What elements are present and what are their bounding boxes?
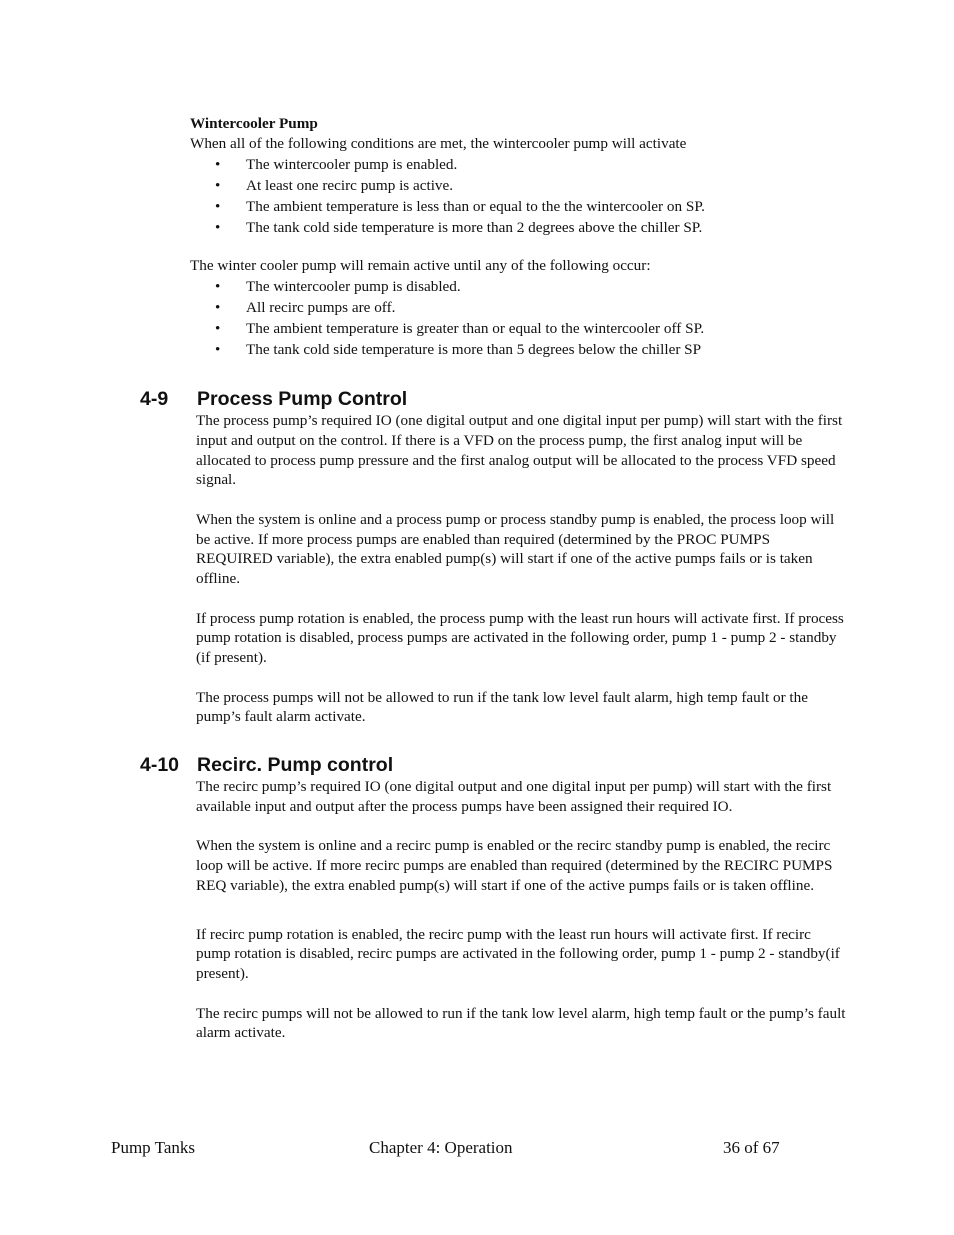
bullet-icon: • xyxy=(215,341,221,358)
list-item: • The wintercooler pump is enabled. xyxy=(215,156,458,173)
paragraph: When the system is online and a process pump or process standby pump is enabled, the process loop will be active. If more process pumps are enabled than required (determined by the PROC PUMPS REQUIRED variable), the extra enabled pump(s) will start if one of the active pumps fails or is taken offline. xyxy=(196,510,835,588)
section-heading xyxy=(140,387,850,411)
bullet-icon: • xyxy=(215,156,221,173)
footer-page-number: 36 of 67 xyxy=(723,1138,780,1157)
page-footer xyxy=(111,1136,811,1160)
footer-chapter: Chapter 4: Operation xyxy=(369,1138,513,1157)
paragraph: The recirc pump’s required IO (one digital output and one digital input per pump) will start with the first available input and output after the process pumps have been assigned their required IO. xyxy=(196,778,832,815)
section-body xyxy=(196,777,846,1043)
section-title: Process Pump Control xyxy=(197,388,408,410)
deactivate-conditions-list xyxy=(190,276,850,360)
paragraph: If recirc pump rotation is enabled, the recirc pump with the least run hours will activate first. If recirc pump rotation is disabled, recirc pumps are activated in the following order, pump 1 - pump 2 - standby(if present). xyxy=(196,925,840,983)
section-body xyxy=(196,411,846,727)
wintercooler-section xyxy=(190,114,850,360)
process-pump-section xyxy=(140,387,850,747)
list-item: • The ambient temperature is less than or equal to the the wintercooler on SP. xyxy=(215,198,705,215)
recirc-pump-section xyxy=(140,753,850,1063)
section-number: 4-9 xyxy=(140,388,169,410)
wintercooler-heading: Wintercooler Pump xyxy=(190,115,318,132)
list-item: • All recirc pumps are off. xyxy=(215,299,396,316)
list-item: • The wintercooler pump is disabled. xyxy=(215,278,461,295)
bullet-icon: • xyxy=(215,320,221,337)
bullet-icon: • xyxy=(215,219,221,236)
section-title: Recirc. Pump control xyxy=(197,754,394,776)
bullet-icon: • xyxy=(215,198,221,215)
bullet-icon: • xyxy=(215,299,221,316)
list-item: • The tank cold side temperature is more than 2 degrees above the chiller SP. xyxy=(215,219,703,236)
list-item: • The ambient temperature is greater than or equal to the wintercooler off SP. xyxy=(215,320,705,337)
list-item: • The tank cold side temperature is more than 5 degrees below the chiller SP xyxy=(215,341,702,358)
bullet-icon: • xyxy=(215,177,221,194)
paragraph: When the system is online and a recirc pump is enabled or the recirc standby pump is enabled, the recirc loop will be active. If more recirc pumps are enabled than required (determined by the RECIRC PUMPS REQ variable), the extra enabled pump(s) will start if one of the active pumps fails or is taken offline. xyxy=(196,837,833,894)
wintercooler-remain-intro: The winter cooler pump will remain active until any of the following occur: xyxy=(190,257,651,274)
section-number: 4-10 xyxy=(140,754,180,776)
list-item: • At least one recirc pump is active. xyxy=(215,177,454,194)
paragraph: The recirc pumps will not be allowed to run if the tank low level alarm, high temp fault or the pump’s fault alarm activate. xyxy=(196,1004,846,1042)
paragraph: The process pump’s required IO (one digital output and one digital input per pump) will start with the first input and output on the control. If there is a VFD on the process pump, the first analog input will be allocated to process pump pressure and the first analog output will be allocated to the process VFD speed signal. xyxy=(196,412,843,489)
activate-conditions-list xyxy=(190,154,850,238)
paragraph: The process pumps will not be allowed to run if the tank low level fault alarm, high temp fault or the pump’s fault alarm activate. xyxy=(196,688,808,726)
paragraph: If process pump rotation is enabled, the process pump with the least run hours will activate first. If process pump rotation is disabled, process pumps are activated in the following order, pump 1 - pump 2 - standby (if present). xyxy=(196,609,844,667)
wintercooler-intro: When all of the following conditions are met, the wintercooler pump will activate xyxy=(190,135,687,152)
section-heading xyxy=(140,753,850,777)
bullet-icon: • xyxy=(215,278,221,295)
footer-document-title: Pump Tanks xyxy=(111,1138,195,1157)
